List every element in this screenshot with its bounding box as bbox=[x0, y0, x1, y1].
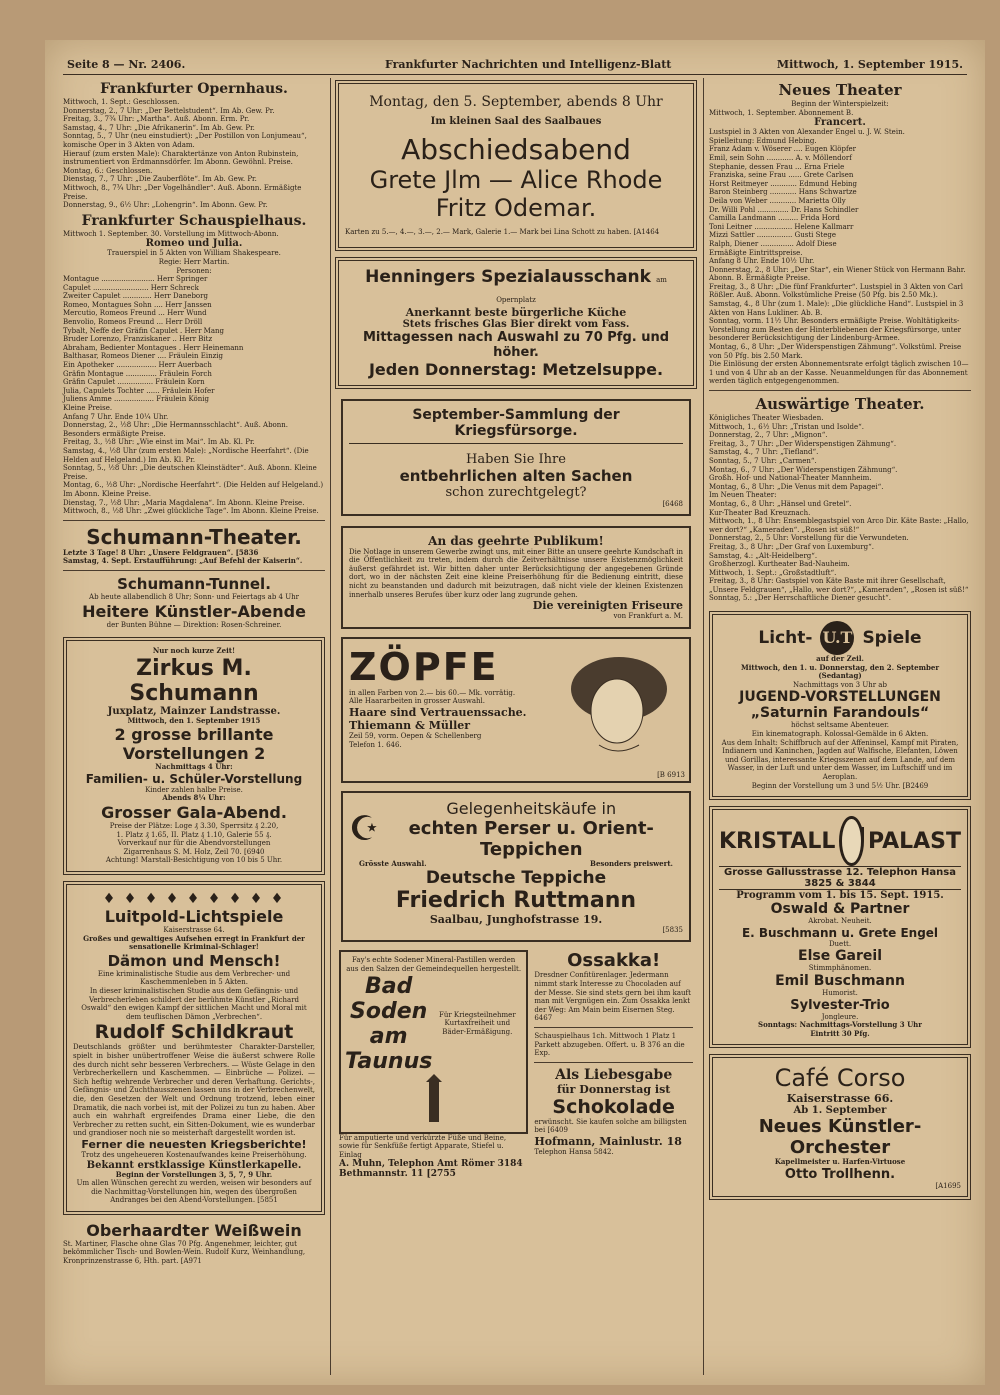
kristall-address: Grosse Gallusstrasse 12. Telephon Hansa 3825 & 3844 bbox=[719, 866, 961, 890]
teppich-ref: [5835 bbox=[662, 926, 683, 935]
abschied-date: Montag, den 5. September, abends 8 Uhr bbox=[369, 94, 663, 110]
play-title: Romeo und Julia. bbox=[145, 238, 243, 250]
schoko-line-6: Telephon Hansa 5842. bbox=[534, 1147, 614, 1156]
luitpold-news-2: Trotz des ungeheueren Kostenaufwandes keine Preiserhöhung. bbox=[81, 1150, 307, 1159]
teppich-line-2: echten Perser u. Orient-Teppichen bbox=[408, 817, 654, 860]
zirkus-top: Nur noch kurze Zeit! bbox=[152, 646, 236, 656]
friseure-signature: Die vereinigten Friseure bbox=[532, 599, 683, 613]
zirkus-title: Zirkus M. Schumann bbox=[129, 655, 259, 706]
tower-icon bbox=[404, 1074, 464, 1124]
neues-theater-title: Neues Theater bbox=[778, 81, 902, 99]
teppich-price: Besonders preiswert. bbox=[590, 858, 673, 868]
kristall-title-1: KRISTALL bbox=[719, 828, 836, 854]
ut-nachmittags: Nachmittags von 3 Uhr ab bbox=[793, 680, 887, 689]
luitpold-film: Dämon und Mensch! bbox=[107, 951, 281, 970]
friseure-ad bbox=[341, 526, 691, 629]
schoko-line-2: für Donnerstag ist bbox=[556, 1082, 671, 1096]
kristall-act-1: Oswald & Partner bbox=[770, 901, 910, 918]
zoepfe-line-2: Alle Haararbeiten in grosser Auswahl. bbox=[349, 697, 485, 706]
neues-theater-schedule: Anfang 8 Uhr. Ende 10½ Uhr. Donnerstag, 2., 8 Uhr: „Der Star“, ein Wiener Stück von Hermann Bahr. Abonn. B. Ermäßigte Preise. Freitag, 3., 8 Uhr: „Die fünf Frankfurter“. Lustspiel in 3 Akten von Carl Rößler. Auß. Abonn. Volkstümliche Preise (50 Pfg. bis 2.50 Mk.). Samstag, 4., 8 Uhr (zum 1. Male): „Die glückliche Hand“. Lustspiel in 3 Akten von Hans Lukliner. Ab. B. Sonntag, vorm. 11½ Uhr. Besonders ermäßigte Preise. Wohltätigkeits-Vorstellung zum Besten der Hinterbliebenen der Kriegsfürsorge, unter besonderer Berücksichtigung der Lindenburg-Armee. Montag, 6., 8 Uhr: „Der Widerspenstigen Zähmung“. Volkstüml. Preise von 50 Pfg. bis 2.50 Mark. Die Einlösung der ersten Abonnementsrate erfolgt täglich zwischen 10—1 und von 4 Uhr ab an der Kasse. Neuanmeldungen für das Abonnement werden täglich entgegengenommen. bbox=[709, 257, 969, 386]
corso-address: Kaiserstrasse 66. bbox=[786, 1092, 894, 1106]
ut-text: höchst seltsame Abenteuer. Ein kinematograph. Kolossal-Gemälde in 6 Akten. Aus dem Inhalt: Schiffbruch auf der Affeninsel, Kampf mit Piraten, Indianern und Kaninchen, Jagden auf Walfische, Elefanten, Löwen und Gorillas, interessante Kriegsszenen auf dem Lande, auf dem Wasser, in der Luft und unter dem Wasser, im Luftschiff und im Aeroplan. Beginn der Vorstellung um 3 und 5½ Uhr. [B2469 bbox=[721, 721, 959, 790]
page-number: Seite 8 — Nr. 2406. bbox=[67, 58, 186, 71]
tunnel-headline: Heitere Künstler-Abende bbox=[82, 601, 306, 621]
luitpold-text-2: Deutschlands größter und berühmtester Charakter-Darsteller, spielt in bisher unübertroffener Weise die äußerst schwere Rolle des durch nicht sehr besseren Verbrechers. — Wüste Gelage in den Verbrecherkellern und Kaschemmen. — Einbrüche — Polizei. — Sich heftig wehrende Verbrecher und deren Verhaftung. Gerichts-, Gefängnis- und Zuchthausszenen lassen uns in der Verbrechenwelt, die, den Gesetzen der Welt und Ordnung trotzend, leben einer Dramatik, die nach vorbei ist, mit der Polizei zu tun zu haben. Aber auch ein wahrhaft ergreifendes Drama einer Liebe, die den Verbrecher zu retten sucht, ein Sitten-Dokument, wie es wunderbar und grandioser noch nie so meisterhaft dargestellt worden ist. bbox=[73, 1043, 318, 1138]
kristall-act-1-sub: Akrobat. Neuheit. bbox=[808, 917, 872, 926]
soden-block bbox=[339, 950, 528, 1179]
zoepfe-line-1: in allen Farben von 2.— bis 60.— Mk. vorrätig. bbox=[349, 688, 516, 697]
woman-portrait-icon bbox=[539, 649, 679, 759]
ut-left: Licht- bbox=[758, 628, 813, 649]
muhn-text: A. Muhn, Telephon Amt Römer 3184 Bethmannstr. 11 [2755 bbox=[339, 1159, 523, 1180]
friseure-title: An das geehrte Publikum! bbox=[428, 533, 604, 548]
henninger-line-2: Stets frisches Glas Bier direkt vom Fass. bbox=[402, 318, 630, 330]
henninger-title: Henningers Spezialausschank bbox=[365, 266, 651, 287]
soden-side: Für Kriegsteilnehmer Kurtaxfreiheit und Bäder-Ermäßigung. bbox=[438, 1010, 518, 1036]
issue-date: Mittwoch, 1. September 1915. bbox=[776, 58, 963, 71]
bottom-ads-row bbox=[339, 950, 693, 1179]
corso-title: Café Corso bbox=[774, 1064, 906, 1093]
corso-orchestra: Neues Künstler-Orchester bbox=[758, 1116, 922, 1159]
kriegsfuersorge-ad bbox=[341, 399, 691, 516]
zirkus-ad bbox=[63, 637, 325, 875]
zirkus-place: Juxplatz, Mainzer Landstrasse. bbox=[107, 705, 281, 717]
ut-film: „Saturnin Farandouls“ bbox=[750, 705, 930, 722]
teppich-line-4: Deutsche Teppiche bbox=[425, 868, 607, 889]
luitpold-address: Kaiserstrasse 64. bbox=[163, 926, 225, 935]
soden-ad bbox=[339, 950, 528, 1133]
zoepfe-telephone: Telefon 1. 646. bbox=[349, 740, 402, 749]
kristall-programm: Programm vom 1. bis 15. Sept. 1915. bbox=[736, 890, 944, 902]
divider bbox=[534, 1062, 693, 1063]
kristall-act-3: Else Gareil bbox=[798, 948, 882, 965]
teppich-selection: Grösste Auswahl. bbox=[359, 858, 427, 868]
schoko-line-5: Hofmann, Mainlustr. 18 bbox=[534, 1134, 682, 1148]
corso-ad bbox=[709, 1054, 971, 1200]
luitpold-news: Ferner die neuesten Kriegsberichte! bbox=[81, 1137, 307, 1151]
luitpold-actor: Rudolf Schildkraut bbox=[94, 1021, 294, 1044]
cast-list: Montague ........................ Herr Springer Capulet ......................... Herr Schreck Zweiter Capulet ............. Herr Daneborg Romeo, Montagues Sohn .... Herr Janssen Mercutio, Romeos Freund ... Herr Wund Benvolio, Romeos Freund ... Herr Dröll Tybalt, Neffe der Gräfin Capulet . Herr Mang Bruder Lorenzo, Franziskaner .. Herr Bitz Abraham, Bedienter Montagues . Herr Heinemann Balthasar, Romeos Diener .... Fräulein Einzig Ein Apotheker .................. Herr Auerbach Gräfin Montague .............. Fräulein Forch Gräfin Capulet ................ Fräulein Korn Julia, Capulets Tochter ...... Fräulein Hofer Juliens Amme .................. Fräulein König Kleine Preise. bbox=[63, 275, 244, 412]
tunnel-title: Schumann-Tunnel. bbox=[117, 574, 271, 593]
zirkus-prices: Preise der Plätze: Loge ₰ 3.30, Sperrsitz ₰ 2.20, 1. Platz ₰ 1.65, II. Platz ₰ 1.10, Galerie 55 ₰. Vorverkauf nur für die Abendvorstellungen Zigarrenhaus S. M. Holz, Zeil 70. [6940 Achtung! Marstall-Besichtigung von 10 bis 5 Uhr. bbox=[105, 822, 283, 865]
neues-theater-cast: Lustspiel in 3 Akten von Alexander Engel u. J. W. Stein. Spielleitung: Edmund Hebing. Franz Adam v. Wöserer .... Eugen Klöpfer Emil, sein Sohn ............ A. v. Möllendorf Stephanie, dessen Frau ... Erna Friele Franziska, seine Frau ...... Grete Carlsen Horst Reitmeyer ............ Edmund Hebing Baron Steinberg ............ Hans Schwartze Deila von Weber ............ Marietta Olly Dr. Willi Pohl .............. Dr. Hans Schindler Camilla Landmann ......... Frida Hord Toni Leitner ................. Helene Kallmarr Mizzi Sattler ................ Gusti Stege Ralph, Diener ............... Adolf Diese Ermäßigte Eintrittspreise. bbox=[709, 128, 905, 257]
friseure-text: Die Notlage in unserem Gewerbe zwingt uns, mit einer Bitte an unsere geehrte Kundschaft in die Öffentlichkeit zu treten, indem durch die Zeitverhältnisse unsere Existenzmöglichkeit äußerst gefährdet ist. Wir bitten daher unter Berücksichtigung der angegebenen Gründe dort, wo in der nächsten Zeit eine kleine Preiserhöhung für die Bedienung eintritt, diese nicht zu beanstanden und dadurch mit beizutragen, daß nicht viele der kleinen Existenzen innerhalb unseres Berufes über kurz oder lang zugrunde gehen. bbox=[349, 547, 686, 599]
divider bbox=[63, 570, 325, 571]
divider bbox=[534, 1027, 693, 1028]
wein-title: Oberhaardter Weißwein bbox=[86, 1220, 302, 1240]
abschied-ad bbox=[335, 80, 697, 251]
schoko-line-1: Als Liebesgabe bbox=[555, 1066, 673, 1083]
ossakka-title: Ossakka! bbox=[567, 950, 661, 972]
henninger-line-4: Jeden Donnerstag: Metzelsuppe. bbox=[368, 359, 664, 379]
tunnel-line-1: Ab heute allabendlich 8 Uhr; Sonn- und Feiertags ab 4 Uhr bbox=[89, 592, 299, 601]
kriegsfuersorge-line-1: Haben Sie Ihre bbox=[466, 451, 566, 467]
divider bbox=[63, 520, 325, 521]
zoepfe-line-3: Haare sind Vertrauenssache. bbox=[349, 705, 527, 719]
column-middle bbox=[335, 78, 697, 1179]
auswaertige-text: Königliches Theater Wiesbaden. Mittwoch, 1., 6½ Uhr: „Tristan und Isolde“. Donnerstag, 2., 7 Uhr: „Mignon“. Freitag, 3., 7 Uhr: „Der Widerspenstigen Zähmung“. Samstag, 4., 7 Uhr: „Tiefland“. Sonntag, 5., 7 Uhr: „Carmen“. Montag, 6., 7 Uhr: „Der Widerspenstigen Zähmung“. Großh. Hof- und National-Theater Mannheim. Montag, 6., 8 Uhr: „Die Venus mit dem Papagei“. Im Neuen Theater: Montag, 6., 8 Uhr: „Hänsel und Gretel“. Kur-Theater Bad Kreuznach. Mittwoch, 1., 8 Uhr: Ensemblegastspiel von Arco Dir. Käte Baste: „Hallo, wer dort?“ „Kameraden“. „Rosen ist süß!“ Donnerstag, 2., 5 Uhr: Vorstellung für die Verwundeten. Freitag, 3., 8 Uhr: „Der Graf von Luxemburg“. Samstag, 4.: „Alt-Heidelberg“. Großherzogl. Kurtheater Bad-Nauheim. Mittwoch, 1. Sept.: „Großstadtluft“. Freitag, 3., 8 Uhr: Gastspiel von Käte Baste mit ihrer Gesellschaft, „Unsere Feldgrauen“, „Hallo, wer dort?“, „Kameraden“, „Rosen ist süß!“ Sonntag, 5.: „Der Herrschaftliche Diener gesucht“. bbox=[709, 414, 969, 603]
schumann-theater-title: Schumann-Theater. bbox=[86, 524, 302, 549]
henninger-location: am Opernplatz bbox=[496, 275, 670, 304]
luitpold-bottom: Um allen Wünschen gerecht zu werden, weisen wir besonders auf die Nachmittag-Vorstellungen hin, wegen des übergroßen Andranges bei den Abend-Vorstellungen. [5851 bbox=[76, 1179, 314, 1205]
fuesse-text: Für amputierte und verkürzte Füße und Beine, sowie für Senkfüße fertigt Apparate, Stiefel u. Einlag bbox=[339, 1133, 509, 1159]
kristall-act-5: Sylvester-Trio bbox=[790, 997, 890, 1013]
corso-kapellmeister: Kapellmeister u. Harfen-Virtuose bbox=[774, 1157, 906, 1167]
schumann-line-1: Letzte 3 Tage! 8 Uhr: „Unsere Feldgrauen“. [5836 bbox=[63, 547, 259, 557]
kriegsfuersorge-ref: [6468 bbox=[662, 499, 683, 508]
schauspiel-intro: Mittwoch 1. September. 30. Vorstellung im Mittwoch-Abonn. bbox=[63, 229, 279, 238]
teppich-line-1: Gelegenheitskäufe in bbox=[446, 798, 617, 818]
clock-icon bbox=[839, 816, 864, 866]
ut-date: Mittwoch, den 1. u. Donnerstag, den 2. September (Sedantag) bbox=[740, 662, 942, 681]
opera-schedule: Mittwoch, 1. Sept.: Geschlossen. Donnerstag, 2., 7 Uhr: „Der Bettelstudent“. Im Ab. Gew. Pr. Freitag, 3., 7¾ Uhr: „Martha“. Auß. Abonn. Erm. Pr. Samstag, 4., 7 Uhr: „Die Afrikanerin“. Im Ab. Gew. Pr. Sonntag, 5., 7 Uhr (neu einstudiert): „Der Postillon von Lonjumeau“, komische Oper in 3 Akten von Adam. Hierauf (zum ersten Male): Charaktertänze von Anton Rubinstein, instrumentiert von Erdmannsdörfer. Im Abonn. Gewöhnl. Preise. Montag, 6.: Geschlossen. Dienstag, 7., 7 Uhr: „Die Zauberflöte“. Im Ab. Gew. Pr. Mittwoch, 8., 7¾ Uhr: „Der Vogelhändler“. Auß. Abonn. Ermäßigte Preise. Donnerstag, 9., 6½ Uhr: „Lohengrin“. Im Abonn. Gew. Pr. bbox=[63, 98, 307, 210]
flame-icon: ♦ ♦ ♦ ♦ ♦ ♦ ♦ ♦ ♦ bbox=[102, 891, 286, 908]
corso-name: Otto Trollhenn. bbox=[784, 1166, 896, 1182]
teppich-line-5: Friedrich Ruttmann bbox=[395, 888, 637, 914]
kristall-act-3-sub: Stimmphänomen. bbox=[808, 964, 872, 973]
kristall-act-4: Emil Buschmann bbox=[775, 972, 905, 989]
play-subtitle: Trauerspiel in 5 Akten von William Shakespeare. Regie: Herr Martin. Personen: bbox=[107, 249, 281, 275]
kristall-act-2: E. Buschmann u. Grete Engel bbox=[741, 925, 939, 940]
zirkus-gala: Grosser Gala-Abend. bbox=[101, 803, 287, 823]
ut-logo: U.T bbox=[820, 621, 854, 655]
tunnel-line-2: der Bunten Bühne — Direktion: Rosen-Schreiner. bbox=[106, 620, 282, 629]
opera-title: Frankfurter Opernhaus. bbox=[100, 81, 288, 97]
kristall-ad bbox=[709, 806, 971, 1048]
soden-top: Fay's echte Sodener Mineral-Pastillen werden aus den Salzen der Gemeindequellen hergestellt. bbox=[346, 956, 522, 973]
kriegsfuersorge-line-2: entbehrlichen alten Sachen bbox=[399, 466, 633, 485]
abschied-names: Grete Jlm — Alice Rhode bbox=[369, 166, 663, 194]
kriegsfuersorge-line-3: schon zurechtgelegt? bbox=[445, 484, 587, 500]
kristall-act-4-sub: Humorist. bbox=[822, 988, 858, 997]
zirkus-date: Mittwoch, den 1. September 1915 bbox=[127, 715, 261, 725]
ut-jugend: JUGEND-VORSTELLUNGEN bbox=[739, 689, 941, 706]
kristall-act-2-sub: Duett. bbox=[828, 939, 852, 948]
zoepfe-title: ZÖPFE bbox=[349, 644, 499, 689]
auswaertige-title: Auswärtige Theater. bbox=[755, 395, 925, 413]
henninger-line-1: Anerkannt beste bürgerliche Küche bbox=[405, 305, 627, 319]
teppich-ad bbox=[341, 791, 691, 943]
abschied-tickets: Karten zu 5.—, 4.—, 3.—, 2.— Mark, Galerie 1.— Mark bei Lina Schott zu haben. [A1464 bbox=[345, 228, 660, 236]
zirkus-children: Kinder zahlen halbe Preise. bbox=[145, 785, 243, 794]
zoepfe-address: Zeil 59, vorm. Oepen & Schellenberg bbox=[349, 731, 482, 740]
zirkus-vorstellungen: 2 grosse brillante Vorstellungen 2 bbox=[114, 725, 274, 764]
soden-title: Bad Soden am Taunus bbox=[345, 973, 433, 1074]
kristall-sonntags: Sonntags: Nachmittags-Vorstellung 3 Uhr bbox=[758, 1020, 922, 1030]
schumann-line-2: Samstag, 4. Sept. Erstaufführung: „Auf Befehl der Kaiserin“. bbox=[63, 556, 303, 566]
kristall-act-5-sub: Jongleure. bbox=[821, 1012, 859, 1021]
zoepfe-ref: [B 6913 bbox=[657, 770, 685, 779]
abschied-place: Im kleinen Saal des Saalbaues bbox=[430, 116, 602, 127]
schauspiel-small: Schauspielhaus 1ch. Mittwoch 1 Platz 1 Parkett abzugeben. Offert. u. B 376 an die Exp. bbox=[534, 1031, 687, 1058]
luitpold-times: Beginn der Vorstellungen 3, 5, 7, 9 Uhr. bbox=[115, 1169, 273, 1179]
divider bbox=[709, 390, 971, 391]
newspaper-page bbox=[45, 40, 985, 1385]
luitpold-intro: Großes und gewaltiges Aufsehen erregt in Frankfurt der sensationelle Kriminal-Schlager! bbox=[83, 933, 308, 952]
ut-right: Spiele bbox=[862, 628, 922, 649]
newspaper-title: Frankfurter Nachrichten und Intelligenz-Blatt bbox=[385, 58, 672, 71]
ossakka-block bbox=[534, 950, 693, 1179]
header-rule bbox=[63, 74, 967, 75]
henninger-line-3: Mittagessen nach Auswahl zu 70 Pfg. und höher. bbox=[362, 329, 670, 360]
zirkus-family: Familien- u. Schüler-Vorstellung bbox=[85, 771, 303, 786]
luitpold-ad bbox=[63, 881, 325, 1215]
luitpold-title: Luitpold-Lichtspiele bbox=[104, 907, 284, 927]
zoepfe-ad bbox=[341, 637, 691, 783]
neues-theater-date: Mittwoch, 1. September. Abonnement B. bbox=[709, 108, 854, 117]
schoko-line-3: Schokolade bbox=[552, 1095, 675, 1118]
kristall-eintritt: Eintritt 30 Pfg. bbox=[810, 1028, 870, 1038]
abschied-title: Abschiedsabend bbox=[401, 133, 631, 166]
luitpold-text: Eine kriminalistische Studie aus dem Verbrecher- und Kaschemmenleben in 5 Akten. In dieser kriminalistischen Studie aus dem Gefängnis- und Verbrecherleben schildert der berühmte Künstler „Richard Oswald“ den ewigen Kampf der sittlichen Macht und Moral mit dem teuflischen Dämon „Verbrechen“. bbox=[81, 969, 307, 1021]
ut-ad bbox=[709, 611, 971, 800]
schoko-line-4: erwünscht. Sie kaufen solche am billigsten bei [6409 bbox=[534, 1117, 689, 1135]
teppich-line-6: Saalbau, Junghofstrasse 19. bbox=[429, 913, 603, 927]
column-divider bbox=[703, 78, 704, 1375]
column-right bbox=[709, 78, 971, 1206]
schauspiel-schedule: Anfang 7 Uhr. Ende 10¼ Uhr. Donnerstag, 2., ½8 Uhr: „Die Hermannsschlacht“. Auß. Abonn. Besonders ermäßigte Preise. Freitag, 3., ½8 Uhr: „Wie einst im Mai“. Im Ab. Kl. Pr. Samstag, 4., ½8 Uhr (zum ersten Male): „Nordische Heerfahrt“. (Die Helden auf Helgeland.) Im Ab. Kl. Pr. Sonntag, 5., ½8 Uhr: „Die deutschen Kleinstädter“. Auß. Abonn. Kleine Preise. Montag, 6., ½8 Uhr: „Nordische Heerfahrt“. (Die Helden auf Helgeland.) Im Abonn. Kleine Preise. Dienstag, 7., ½8 Uhr: „Maria Magdalena“. Im Abonn. Kleine Preise. Mittwoch, 8., ½8 Uhr: „Zwei glückliche Tage“. Im Abonn. Kleine Preise. bbox=[63, 412, 324, 516]
luitpold-band: Bekannt erstklassige Künstlerkapelle. bbox=[86, 1159, 302, 1171]
zirkus-abends: Abends 8¼ Uhr: bbox=[162, 793, 226, 803]
zoepfe-firm: Thiemann & Müller bbox=[349, 718, 471, 732]
wein-text: St. Martiner, Flasche ohne Glas 70 Pfg. Angenehmer, leichter, gut bekömmlicher Tisch- und Bowlen-Wein. Rudolf Kurz, Weinhandlung, Kronprinzenstrasse 6, Hth. part. [A971 bbox=[63, 1239, 308, 1266]
friseure-signature-2: von Frankfurt a. M. bbox=[613, 612, 683, 621]
abschied-name-2: Fritz Odemar. bbox=[435, 194, 597, 222]
kristall-title-2: PALAST bbox=[867, 828, 961, 854]
ut-zeil: auf der Zeil. bbox=[816, 654, 864, 664]
ossakka-text: Dresdner Confitürenlager. Jedermann nimmt stark Interesse zu Chocoladen auf der Messe. Sie sind stets gern bei ihm kauft man mit Vergnügen ein. Zum Ossakka lenkt der Weg: Am Main beim Eisernen Steg. 6467 bbox=[534, 971, 694, 1023]
column-divider bbox=[330, 78, 331, 1375]
henninger-ad bbox=[335, 257, 697, 389]
column-left bbox=[63, 78, 325, 1266]
kriegsfuersorge-title: September-Sammlung der Kriegsfürsorge. bbox=[349, 407, 683, 444]
zirkus-nachmittags: Nachmittags 4 Uhr: bbox=[155, 762, 233, 772]
corso-ref: [A1695 bbox=[935, 1181, 961, 1190]
corso-date: Ab 1. September bbox=[793, 1105, 887, 1117]
schauspiel-title: Frankfurter Schauspielhaus. bbox=[81, 212, 307, 229]
crescent-star-icon: ☪ bbox=[349, 809, 380, 850]
neues-theater-play: Francert. bbox=[814, 117, 866, 129]
neues-theater-sub: Beginn der Winterspielzeit: bbox=[791, 100, 889, 108]
